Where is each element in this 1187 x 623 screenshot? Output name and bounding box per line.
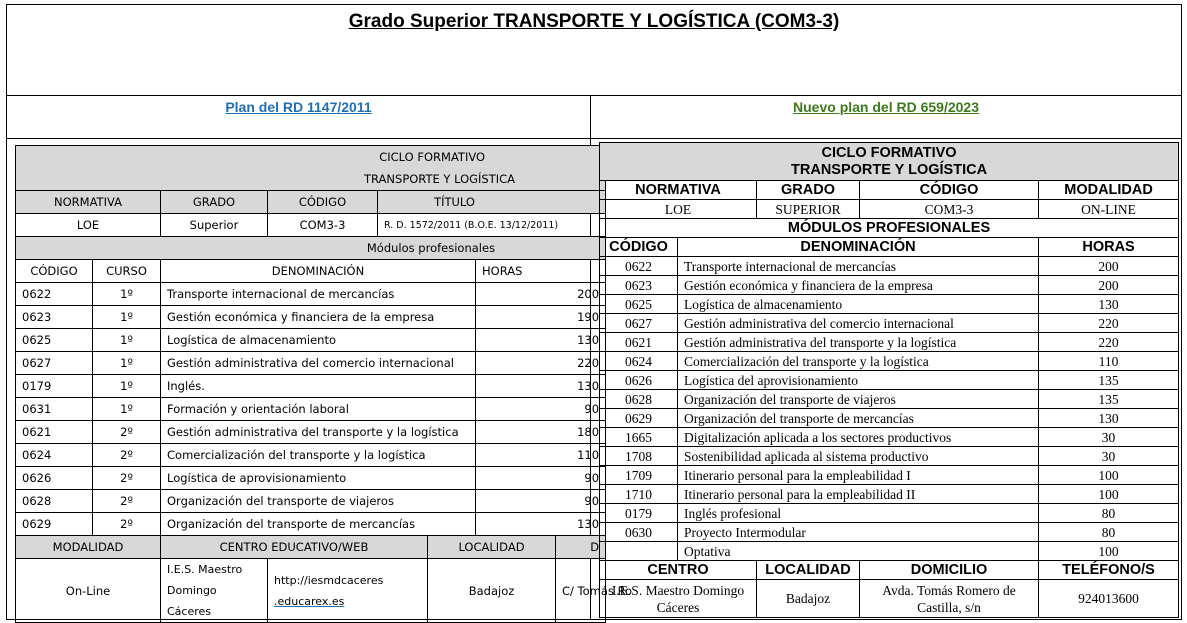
module-horas: 200 [476,283,606,306]
module-codigo: 0627 [600,314,678,333]
old-plan-table [15,145,633,623]
module-curso: 2º [93,421,161,444]
table-row [16,375,606,398]
module-horas: 180 [476,421,606,444]
module-horas: 220 [1039,314,1179,333]
module-curso: 2º [93,490,161,513]
module-codigo: 0622 [600,257,678,276]
module-horas: 90 [476,490,606,513]
mod-header-codigo: CÓDIGO [16,260,93,283]
header-modalidad: MODALIDAD [1039,181,1179,200]
footer-header-modalidad: MODALIDAD [16,536,161,559]
table-row [600,504,1179,523]
table-row [600,428,1179,447]
mod-header-denominacion: DENOMINACIÓN [678,238,1039,257]
footer-centro-line-2: Cáceres [656,599,700,615]
module-horas: 30 [1039,447,1179,466]
module-horas: 220 [476,352,606,375]
module-denominacion: Sostenibilidad aplicada al sistema productivo [678,447,1039,466]
module-codigo [600,542,678,561]
new-plan-title[interactable]: Nuevo plan del RD 659/2023 [793,99,979,115]
document-title: Grado Superior TRANSPORTE Y LOGÍSTICA (COM3-3) [348,11,840,32]
info-modalidad: ON-LINE [1039,200,1179,219]
info-normativa: LOE [16,214,161,237]
module-horas: 135 [1039,371,1179,390]
module-denominacion: Gestión administrativa del comercio internacional [161,352,476,375]
module-horas: 80 [1039,523,1179,542]
module-codigo: 0622 [16,283,93,306]
module-curso: 2º [93,444,161,467]
footer-web-link[interactable] [268,559,428,623]
table-row [600,542,1179,561]
table-row [600,447,1179,466]
module-denominacion: Gestión administrativa del comercio internacional [678,314,1039,333]
table-row [600,390,1179,409]
module-curso: 1º [93,375,161,398]
footer-domicilio [860,580,1039,618]
ciclo-line-1: CICLO FORMATIVO [379,150,486,164]
module-denominacion: Organización del transporte de mercancías [678,409,1039,428]
table-row [16,421,606,444]
module-denominacion: Inglés. [161,375,476,398]
header-grado: GRADO [161,191,268,214]
module-codigo: 0625 [600,295,678,314]
footer-centro-line-2: Domingo Cáceres [167,584,217,618]
module-horas: 130 [476,375,606,398]
module-denominacion: Digitalización aplicada a los sectores productivos [678,428,1039,447]
module-denominacion: Logística del aprovisionamiento [678,371,1039,390]
module-curso: 1º [93,283,161,306]
module-curso: 1º [93,306,161,329]
module-codigo: 1665 [600,428,678,447]
module-denominacion: Organización del transporte de mercancías [161,513,476,536]
table-row [600,409,1179,428]
table-row [600,295,1179,314]
table-row [600,523,1179,542]
module-curso: 2º [93,513,161,536]
module-curso: 1º [93,398,161,421]
module-denominacion: Transporte internacional de mercancías [161,283,476,306]
module-horas: 130 [476,513,606,536]
module-codigo: 0628 [600,390,678,409]
ciclo-line-1: CICLO FORMATIVO [821,144,957,161]
table-row [600,466,1179,485]
footer-localidad: Badajoz [428,559,556,623]
info-normativa: LOE [600,200,757,219]
module-codigo: 0623 [16,306,93,329]
module-horas: 110 [476,444,606,467]
module-denominacion: Itinerario personal para la empleabilidad I [678,466,1039,485]
module-codigo: 0629 [600,409,678,428]
module-codigo: 0624 [600,352,678,371]
module-horas: 220 [1039,333,1179,352]
module-horas: 80 [1039,504,1179,523]
module-codigo: 0630 [600,523,678,542]
module-codigo: 0627 [16,352,93,375]
module-horas: 130 [476,329,606,352]
footer-header-telefono: TELÉFONO/S [1039,561,1179,580]
footer-header-centro: CENTRO [600,561,757,580]
module-codigo: 0631 [16,398,93,421]
table-row [16,490,606,513]
module-denominacion: Optativa [678,542,1039,561]
mod-header-denominacion: DENOMINACIÓN [161,260,476,283]
footer-modalidad: On-Line [16,559,161,623]
table-row [600,352,1179,371]
header-codigo: CÓDIGO [268,191,378,214]
module-codigo: 0179 [600,504,678,523]
table-row [600,314,1179,333]
modulos-label: Módulos profesionales [16,237,606,260]
mod-header-horas: HORAS [1039,238,1179,257]
module-codigo: 0179 [16,375,93,398]
module-denominacion: Logística de aprovisionamiento [161,467,476,490]
old-plan-column [7,96,633,619]
footer-centro-line-1: I.E.S. Maestro Domingo [611,582,745,598]
footer-centro [600,580,757,618]
module-codigo: 0626 [16,467,93,490]
footer-web-line-1: http://iesmdcaceres [274,573,384,587]
module-horas: 30 [1039,428,1179,447]
ciclo-line-2: TRANSPORTE Y LOGÍSTICA [364,172,516,186]
table-row [600,485,1179,504]
modulos-label: MÓDULOS PROFESIONALES [600,219,1179,238]
module-horas: 200 [1039,276,1179,295]
footer-header-domicilio: D [556,536,606,559]
module-horas: 100 [1039,542,1179,561]
info-grado: SUPERIOR [757,200,860,219]
table-row [16,283,606,306]
module-denominacion: Proyecto Intermodular [678,523,1039,542]
module-denominacion: Logística de almacenamiento [678,295,1039,314]
module-curso: 1º [93,329,161,352]
table-row [600,276,1179,295]
module-horas: 135 [1039,390,1179,409]
table-row [16,306,606,329]
footer-domicilio: C/ Tomás Ro [556,559,606,623]
ciclo-line-2: TRANSPORTE Y LOGÍSTICA [791,161,988,178]
module-horas: 130 [1039,295,1179,314]
header-normativa: NORMATIVA [16,191,161,214]
module-codigo: 0621 [600,333,678,352]
footer-header-localidad: LOCALIDAD [428,536,556,559]
mod-header-horas: HORAS [476,260,606,283]
module-codigo: 0621 [16,421,93,444]
module-horas: 100 [1039,466,1179,485]
document-frame [6,4,1182,620]
footer-centro [161,559,268,623]
module-denominacion: Organización del transporte de viajeros [678,390,1039,409]
module-codigo: 0626 [600,371,678,390]
ciclo-header [600,143,1179,181]
module-codigo: 1710 [600,485,678,504]
title-row [7,5,1181,96]
divider [591,138,1181,139]
footer-header-centro: CENTRO EDUCATIVO/WEB [161,536,428,559]
module-denominacion: Inglés profesional [678,504,1039,523]
footer-telefono: 924013600 [1039,580,1179,618]
header-normativa: NORMATIVA [600,181,757,200]
module-horas: 90 [476,398,606,421]
info-codigo: COM3-3 [268,214,378,237]
module-codigo: 0628 [16,490,93,513]
footer-domicilio-line-2: Castilla, s/n [917,599,981,615]
module-curso: 2º [93,467,161,490]
header-grado: GRADO [757,181,860,200]
footer-header-localidad: LOCALIDAD [757,561,860,580]
module-codigo: 0629 [16,513,93,536]
footer-centro-line-1: I.E.S. Maestro [167,563,243,576]
mod-header-curso: CURSO [93,260,161,283]
module-horas: 190 [476,306,606,329]
module-denominacion: Gestión económica y financiera de la empresa [161,306,476,329]
header-titulo: TÍTULO [378,191,606,214]
info-grado: Superior [161,214,268,237]
module-horas: 130 [1039,409,1179,428]
table-row [16,513,606,536]
module-horas: 100 [1039,485,1179,504]
old-plan-title[interactable]: Plan del RD 1147/2011 [225,99,372,115]
footer-web-line-2: .educarex.es [274,594,345,608]
module-curso: 1º [93,352,161,375]
module-denominacion: Comercialización del transporte y la logística [678,352,1039,371]
module-horas: 200 [1039,257,1179,276]
module-denominacion: Gestión económica y financiera de la empresa [678,276,1039,295]
module-codigo: 0625 [16,329,93,352]
ciclo-header [16,146,606,191]
module-denominacion: Gestión administrativa del transporte y la logística [161,421,476,444]
module-denominacion: Comercialización del transporte y la logística [161,444,476,467]
module-codigo: 1708 [600,447,678,466]
module-codigo: 0624 [16,444,93,467]
module-denominacion: Organización del transporte de viajeros [161,490,476,513]
divider [7,138,590,139]
table-row [16,352,606,375]
new-plan-table [599,142,1179,618]
table-row [600,333,1179,352]
footer-localidad: Badajoz [757,580,860,618]
module-denominacion: Itinerario personal para la empleabilidad II [678,485,1039,504]
footer-domicilio-line-1: Avda. Tomás Romero de [882,582,1016,598]
module-horas: 110 [1039,352,1179,371]
header-codigo: CÓDIGO [860,181,1039,200]
table-row [600,371,1179,390]
module-denominacion: Gestión administrativa del transporte y la logística [678,333,1039,352]
table-row [16,444,606,467]
table-row [16,329,606,352]
new-plan-column [591,96,1181,619]
module-denominacion: Logística de almacenamiento [161,329,476,352]
module-denominacion: Transporte internacional de mercancías [678,257,1039,276]
table-row [16,398,606,421]
info-titulo: R. D. 1572/2011 (B.O.E. 13/12/2011) [378,214,606,237]
table-row [600,257,1179,276]
mod-header-codigo: CÓDIGO [600,238,678,257]
info-codigo: COM3-3 [860,200,1039,219]
module-codigo: 1709 [600,466,678,485]
module-horas: 90 [476,467,606,490]
module-denominacion: Formación y orientación laboral [161,398,476,421]
footer-header-domicilio: DOMICILIO [860,561,1039,580]
table-row [16,467,606,490]
module-codigo: 0623 [600,276,678,295]
